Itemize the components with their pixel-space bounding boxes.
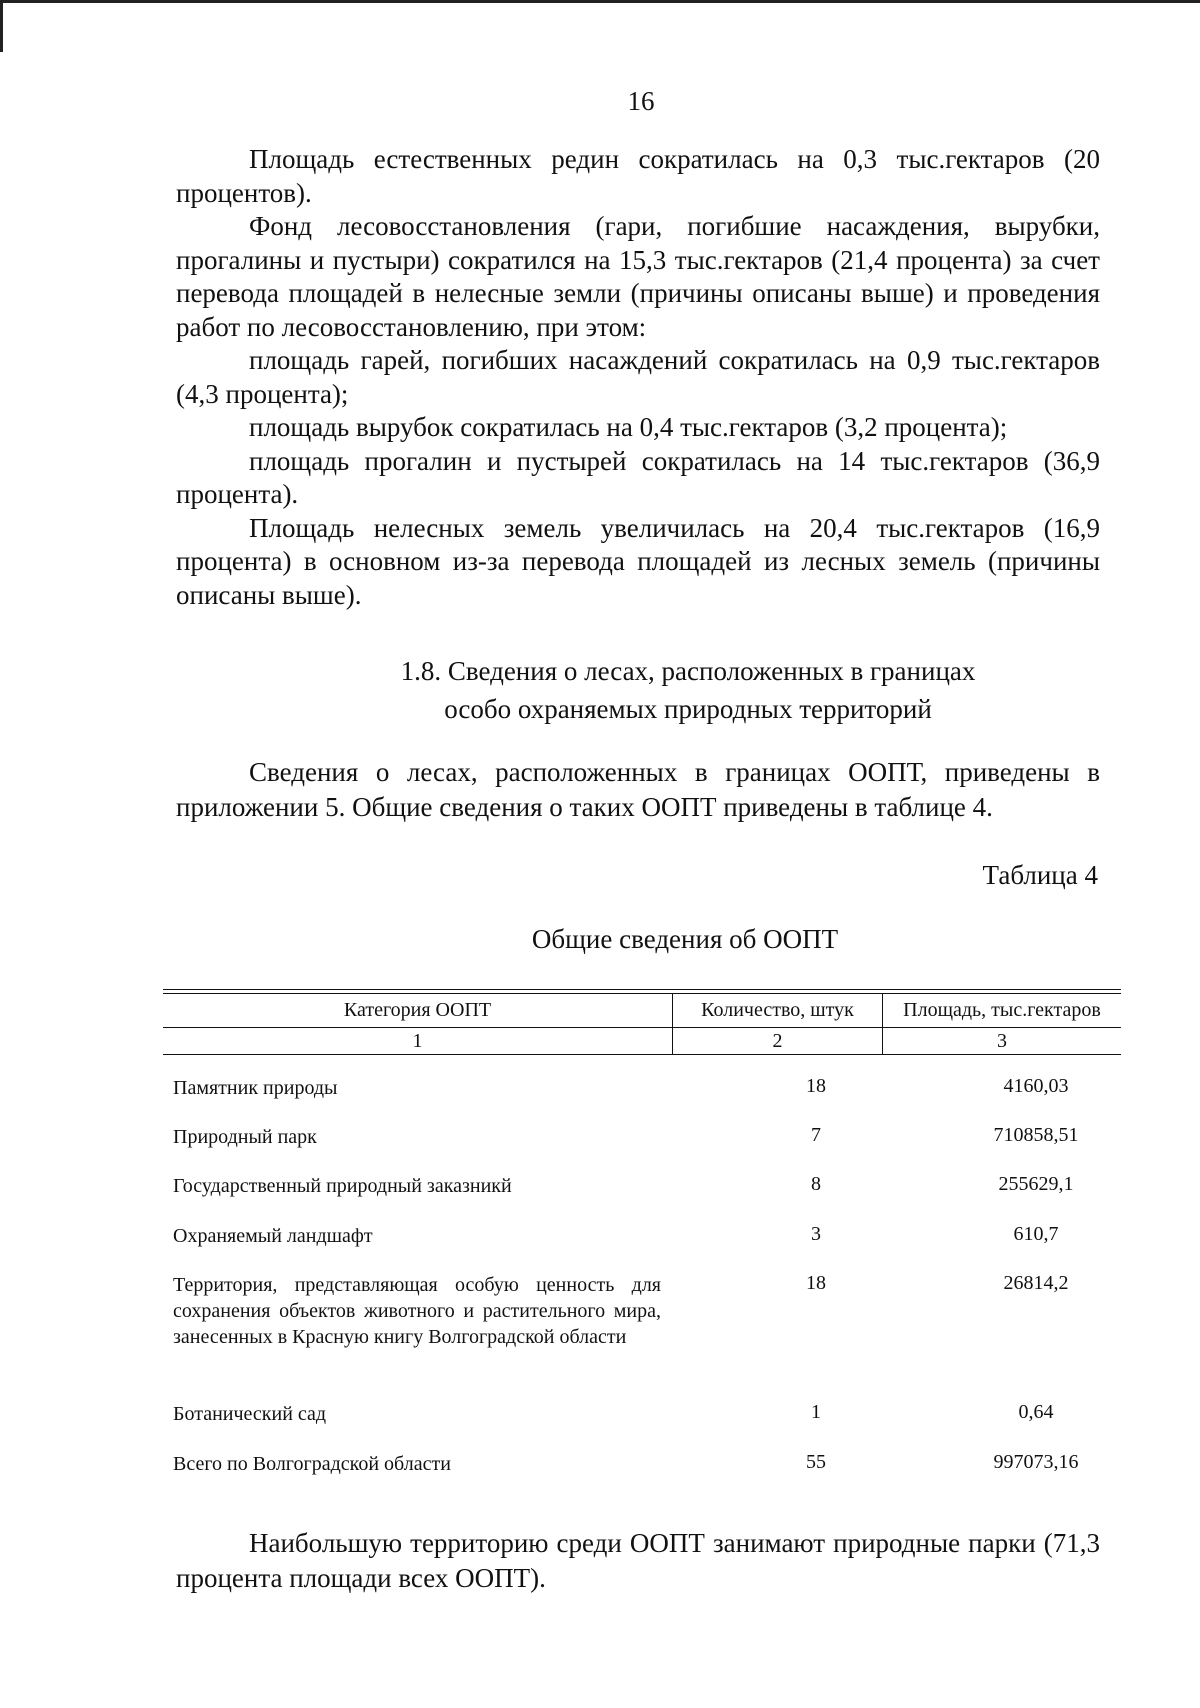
section-heading-line2: особо охраняемых природных территорий [444, 694, 932, 724]
table-row [163, 1451, 1121, 1477]
row-area: 4160,03 [1003, 1075, 1069, 1097]
row-count: 18 [806, 1075, 826, 1097]
table-row [163, 1075, 1121, 1101]
row-area: 710858,51 [993, 1124, 1079, 1146]
paragraph: площадь вырубок сократилась на 0,4 тыс.гектаров (3,2 процента); [249, 412, 1008, 442]
paragraph: площадь гарей, погибших насаждений сократилась на 0,9 тыс.гектаров (4,3 процента); [176, 345, 1100, 409]
table-row [163, 1272, 1121, 1350]
row-category: Охраняемый ландшафт [173, 1225, 373, 1247]
row-count: 18 [806, 1272, 826, 1294]
closing-paragraph: Наибольшую территорию среди ООПТ занимают природные парки (71,3 процента площади всех ООПТ). [176, 1528, 1100, 1593]
table-title-text: Общие сведения об ООПТ [531, 924, 839, 954]
row-category: Ботанический сад [173, 1403, 327, 1425]
table-label: Таблица 4 [982, 860, 1098, 890]
paragraph: Площадь нелесных земель увеличилась на 20,4 тыс.гектаров (16,9 процента) в основном из-за перевода площадей из лесных земель (причины описаны выше). [176, 512, 1100, 610]
table-top-rule [163, 989, 1121, 990]
row-count: 8 [811, 1173, 821, 1195]
scan-edge-left [0, 0, 3, 52]
table-title [176, 924, 1100, 955]
row-count: 3 [811, 1223, 821, 1245]
header-category: Категория ООПТ [163, 994, 673, 1027]
header-area: Площадь, тыс.гектаров [903, 999, 1101, 1021]
top-text-block [176, 143, 1100, 612]
row-area: 255629,1 [998, 1173, 1074, 1195]
table-row [163, 1401, 1121, 1427]
column-number: 1 [163, 1028, 673, 1054]
column-number: 2 [673, 1028, 883, 1054]
table-row [163, 1173, 1121, 1199]
closing-paragraph-block [176, 1526, 1100, 1596]
table-row [163, 1124, 1121, 1150]
table-header-row [163, 994, 1121, 1028]
page-number: 16 [627, 86, 655, 116]
table-row [163, 1223, 1121, 1249]
paragraph: Фонд лесовосстановления (гари, погибшие насаждения, вырубки, прогалины и пустыри) сократился на 15,3 тыс.гектаров (21,4 процента) за счет перевода площадей в нелесные земли (причины описаны выше) и проведения работ по лесовосстановлению, при этом: [176, 211, 1100, 342]
row-count: 55 [806, 1451, 826, 1473]
row-area: 0,64 [1018, 1401, 1054, 1423]
paragraph: площадь прогалин и пустырей сократилась на 14 тыс.гектаров (36,9 процента). [176, 445, 1100, 509]
section-heading-line1: 1.8. Сведения о лесах, расположенных в границах [400, 656, 976, 686]
header-count: Количество, штук [673, 994, 883, 1027]
row-category: Территория, представляющая особую ценность для сохранения объектов животного и растительного мира, занесенных в Красную книгу Волгоградской области [173, 1274, 661, 1348]
row-category: Природный парк [173, 1126, 317, 1148]
scan-edge-top [0, 0, 1200, 3]
row-category: Всего по Волгоградской области [173, 1453, 451, 1475]
row-count: 7 [811, 1124, 821, 1146]
section-paragraph-block [176, 755, 1100, 825]
row-count: 1 [811, 1401, 821, 1423]
column-number: 3 [997, 1030, 1007, 1052]
table-column-numbers [163, 1028, 1121, 1055]
row-category: Государственный природный заказникй [173, 1175, 512, 1197]
row-area: 997073,16 [993, 1451, 1079, 1473]
paragraph: Площадь естественных редин сократилась на 0,3 тыс.гектаров (20 процентов). [176, 144, 1100, 208]
row-category: Памятник природы [173, 1077, 338, 1099]
row-area: 610,7 [1013, 1223, 1059, 1245]
section-heading [176, 652, 1100, 728]
row-area: 26814,2 [1003, 1272, 1069, 1294]
section-paragraph: Сведения о лесах, расположенных в границах ООПТ, приведены в приложении 5. Общие сведения о таких ООПТ приведены в таблице 4. [176, 757, 1100, 822]
